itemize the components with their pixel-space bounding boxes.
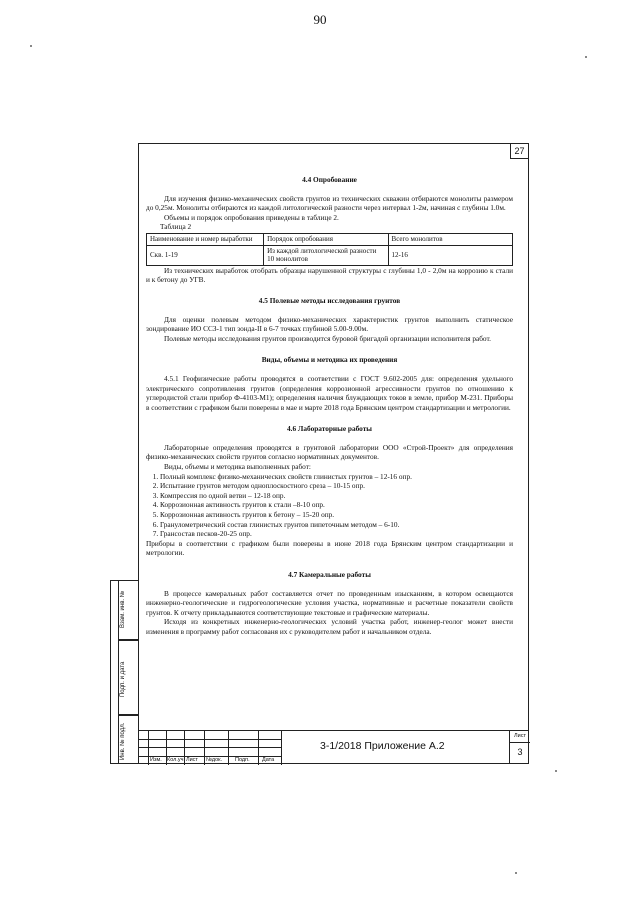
side-stamp-strip [110,580,118,764]
list-item: 5. Коррозионная активность грунтов к бетону – 15-20 опр. [160,510,513,520]
paragraph: Из технических выработок отобрать образцы нарушенной структуры с глубины 1,0 - 2,0м на коррозию к стали и к бетону до УГВ. [146,265,513,285]
list-item: 7. Грансостав песков-20-25 опр. [160,529,513,539]
section-4-4-title: 4.4 Опробование [302,175,357,184]
col-label: Кол.уч [167,757,184,763]
section-4-6-title: 4.6 Лабораторные работы [286,424,372,434]
paragraph: Объемы и порядок опробования приведены в таблице 2. [164,212,339,222]
list-item: 3. Компрессия по одной ветви – 12-18 опр. [160,491,513,501]
table-cell: Из каждой литологической разности 10 монолитов [264,245,388,265]
col-label: Дата [262,757,275,763]
scan-speck [515,872,517,874]
list-item: 6. Гранулометрический состав глинистых грунтов пипеточным методом – 6-10. [160,520,513,530]
side-label-inventory: Инв. № подл. [120,722,126,760]
sheet-number-top: 27 [510,143,529,159]
table-header-cell: Порядок опробования [264,233,388,245]
title-block-line [148,731,149,765]
types-title: Виды, объемы и методика их проведения [261,355,398,365]
col-label: Лист [186,757,198,763]
page-number: 90 [313,12,327,27]
col-label: №док. [206,757,223,763]
title-block-line [258,731,259,765]
title-block-line [138,739,281,740]
scan-speck [585,56,587,58]
paragraph: Для оценки полевым методом физико-механических характеристик грунтов выполнить статическое зондирование ИО ССЗ-1 тип зонда-II в 6-7 точках глубиной 5.00-9.00м. [146,314,513,334]
section-4-7-title: 4.7 Камеральные работы [288,570,371,579]
paragraph: 4.5.1 Геофизические работы проводятся в соответствии с ГОСТ 9.602-2005 для: определения удельного электрического сопротивления грунтов (определения коррозионной агрессивности грунтов по отношению к углеродистой стали прибор Ф-4103-М1); определения наличия блуждающих токов в земле, прибор М-231. Приборы в соответствии с графиком были поверены в мае и марте 2018 года Брянским центром стандартизации и метрологии. [146,373,513,412]
table-row [147,245,513,265]
paragraph: Исходя из конкретных инженерно-геологических условий участка работ, инженер-геолог может внести изменения в программу работ согласованя их с руководителем работ и начальником отдела. [146,617,513,636]
scan-speck [555,770,557,772]
section-4-5-title: 4.5 Полевые методы исследования грунтов [258,295,401,305]
list-item: 1. Полный комплекс физико-механических свойств глинистых грунтов – 12-16 опр. [160,472,513,482]
paragraph: Полевые методы исследования грунтов производится буровой бригадой организации исполнителя работ. [164,333,491,343]
lab-work-list [146,472,513,539]
table-header-cell: Наименование и номер выработки [147,233,264,245]
col-label: Изм. [150,757,162,763]
paragraph: Виды, объемы и методика выполненных работ: [164,462,311,472]
table-header-cell: Всего монолитов [388,233,512,245]
scan-speck [30,45,32,47]
side-label-signature-date: Подп. и дата [120,661,126,697]
col-label: Подп. [235,757,250,763]
document-code: 3-1/2018 Приложение А.2 [320,740,445,752]
sheet-number: 3 [517,747,523,757]
list-item: 4. Коррозионная активность грунтов к стали –8-10 опр. [160,500,513,510]
list-item: 2. Испытание грунтов методом одноплоскостного среза – 10-15 опр. [160,481,513,491]
paragraph: Лабораторные определения проводятся в грунтовой лаборатории ООО «Строй-Проект» для определения физико-механических свойств грунтов согласно нормативных документов. [146,442,513,462]
table-cell: 12-16 [388,245,512,265]
title-block-line [228,731,229,765]
sheet-label: Лист [510,730,530,743]
table-header-row [147,233,513,245]
title-block-line [138,747,281,748]
side-label-replacement: Взам. инв. № [120,590,126,628]
title-block-line [204,731,205,765]
table-cell: Скв. 1-19 [147,245,264,265]
table-caption: Таблица 2 [160,222,192,232]
title-block-line [281,731,282,765]
document-body [146,168,513,637]
paragraph: В процессе камеральных работ составляется отчет по проведенным изысканиям, в котором освещаются инженерно-геологические и гидрогеологические условия участка, нормативные и расчетные показатели свойств грунтов. К отчету прикладываются соответствующие текстовые и графические материалы. [146,588,513,617]
title-block-line [184,731,185,765]
paragraph: Для изучения физико-механических свойств грунтов из технических скважин отбираются монолиты размером до 0,25м. Монолиты отбираются из каждой литологической разности через интервал 1-2м, начиная с глубины 1.0м. [146,193,513,213]
sampling-table [146,233,513,266]
sheet-cell [509,730,530,764]
paragraph: Приборы в соответствии с графиком были поверены в июне 2018 года Брянским центром стандартизации и метрологии. [146,538,513,558]
